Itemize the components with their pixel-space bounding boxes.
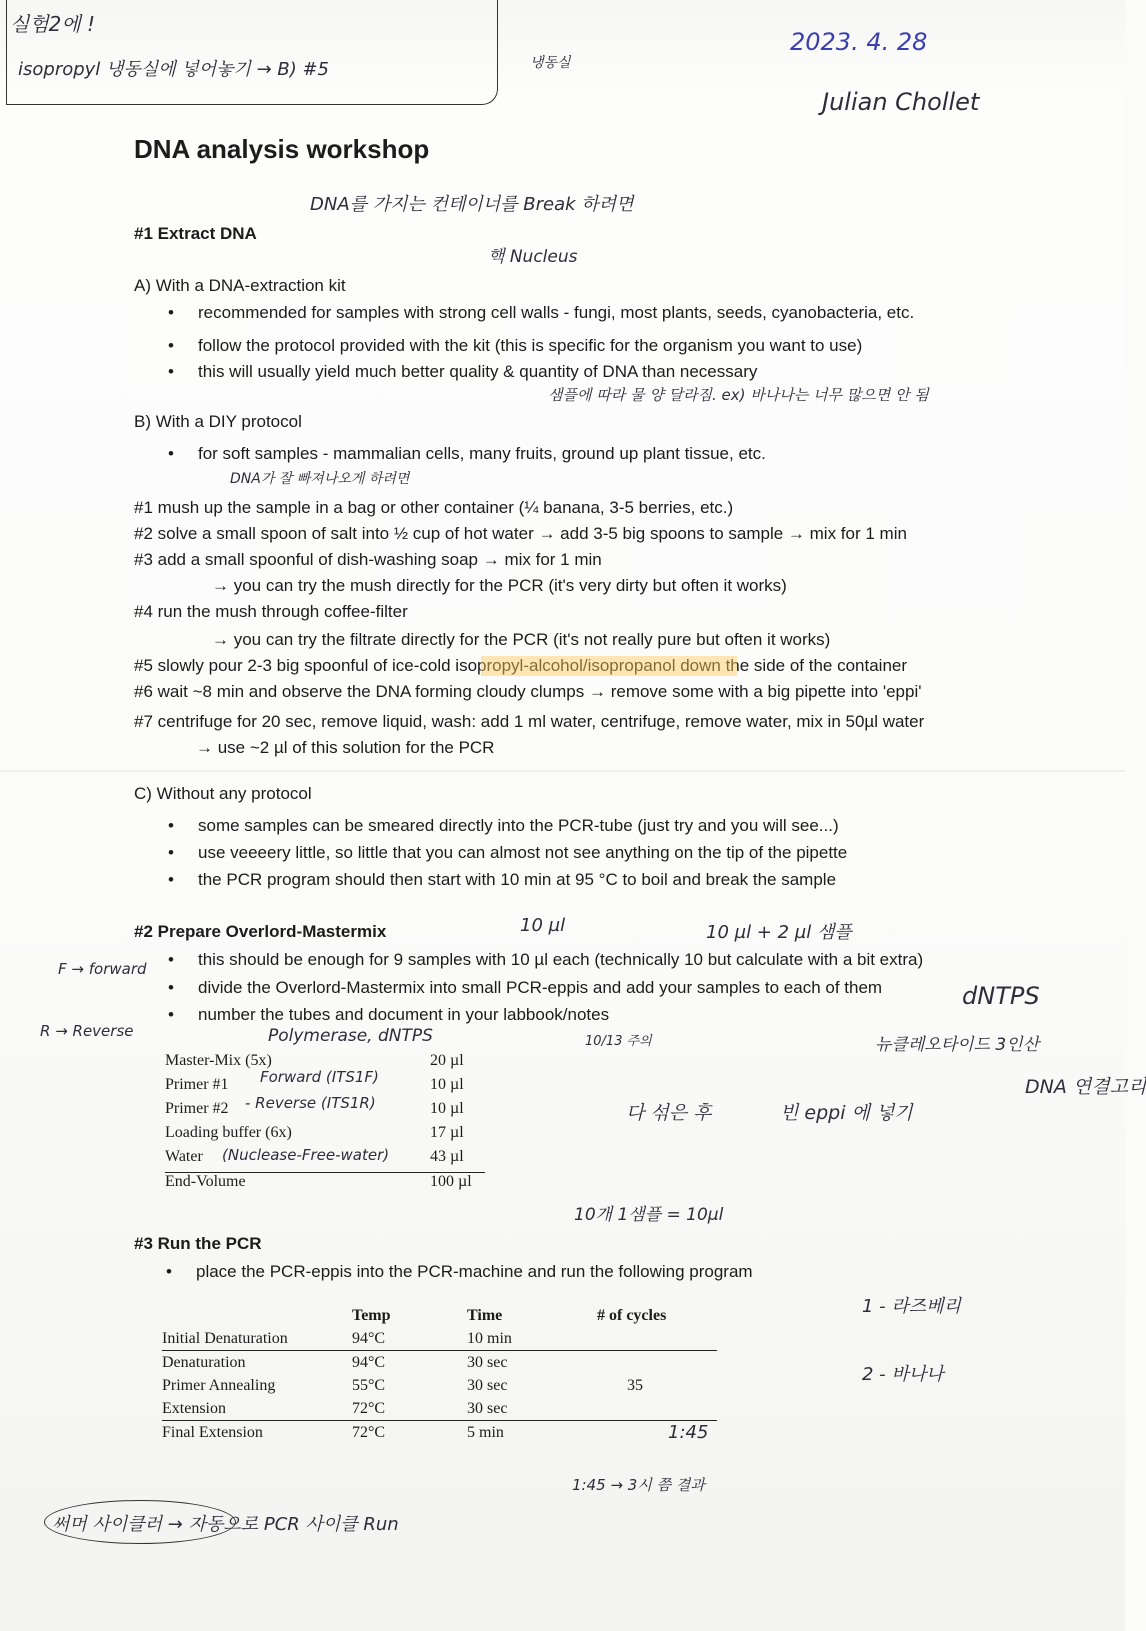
list-item: • place the PCR-eppis into the PCR-machine and run the following program [196,1262,753,1282]
paper-fold [0,770,1125,772]
subsection-c-title: C) Without any protocol [134,784,312,803]
mastermix-volume: 43 µl [430,1148,464,1165]
handwritten-note: Polymerase, dNTPS [268,1026,433,1046]
handwritten-note: 1:45 → 3시 쯤 결과 [572,1476,705,1494]
pcr-time: 10 min [467,1329,512,1347]
header-note-side: 냉동실 [530,55,571,71]
list-item: • use veeeery little, so little that you can almost not see anything on the tip of the pipette [198,843,847,863]
section-run-pcr-heading: #3 Run the PCR [134,1234,262,1253]
pcr-time: 30 sec [467,1351,597,1375]
handwritten-note: 2 - 바나나 [862,1364,944,1385]
protocol-step: #3 add a small spoonful of dish-washing soap → mix for 1 min [134,550,602,569]
pcr-time: 5 min [467,1421,597,1445]
list-item: • the PCR program should then start with 10 min at 95 °C to boil and break the sample [198,870,836,890]
column-header [162,1304,352,1327]
mastermix-volume: 10 µl [430,1076,464,1093]
list-item: • number the tubes and document in your labbook/notes [198,1005,609,1025]
mastermix-reagent: Loading buffer (6x) [165,1124,292,1141]
pcr-step: Initial Denaturation [162,1329,288,1347]
name-note: Julian Chollet [822,88,980,116]
list-item: • for soft samples - mammalian cells, many fruits, ground up plant tissue, etc. [198,444,766,464]
list-item: • recommended for samples with strong cell walls - fungi, most plants, seeds, cyanobacteria, etc. [198,303,914,323]
handwritten-note: DNA가 잘 빠져나오게 하려면 [230,471,410,487]
table-row [162,1351,717,1375]
mastermix-row-total [165,1173,485,1197]
handwritten-note: 10 µl + 2 µl 샘플 [706,922,852,943]
handwritten-note: F → forward [58,960,147,978]
protocol-step: #7 centrifuge for 20 sec, remove liquid, wash: add 1 ml water, centrifuge, remove water, mix in 50µl water [134,712,925,731]
handwritten-note: 다 섞은 후 [626,1102,712,1124]
pcr-time: 30 sec [467,1376,508,1394]
mastermix-reagent: End-Volume [165,1173,246,1190]
handwritten-note: R → Reverse [40,1022,134,1040]
protocol-step: #4 run the mush through coffee-filter [134,602,408,621]
protocol-step: #2 solve a small spoon of salt into ½ cup of hot water → add 3-5 big spoons to sample → mix for 1 min [134,524,907,543]
protocol-step-note: → you can try the filtrate directly for the PCR (it's not really pure but often it works) [212,630,831,649]
section-extract-dna-heading: #1 Extract DNA [134,224,257,243]
table-row [162,1374,717,1397]
protocol-step-note: → you can try the mush directly for the PCR (it's very dirty but often it works) [212,576,787,595]
table-row [162,1421,717,1445]
table-row [162,1327,717,1351]
section-mastermix-heading: #2 Prepare Overlord-Mastermix [134,922,387,941]
subsection-b-title: B) With a DIY protocol [134,412,302,431]
column-header: Temp [352,1306,391,1324]
column-header: # of cycles [597,1306,667,1324]
pcr-table-header [162,1304,717,1327]
subsection-a-title: A) With a DNA-extraction kit [134,276,346,295]
mastermix-reagent: Primer #1 [165,1076,229,1093]
pcr-temp: 72°C [352,1399,386,1417]
handwritten-note: 10개 1샘플 = 10µl [574,1205,724,1225]
protocol-step: #1 mush up the sample in a bag or other container (¼ banana, 3-5 berries, etc.) [134,498,734,517]
protocol-step: #6 wait ~8 min and observe the DNA forming cloudy clumps → remove some with a big pipette into 'eppi' [134,682,922,701]
header-note-line1: 실험2에 ! [10,12,96,36]
handwritten-note: DNA를 가지는 컨테이너를 Break 하려면 [310,194,634,215]
list-item: • this should be enough for 9 samples with 10 µl each (technically 10 but calculate with a bit extra) [198,950,923,970]
header-note-line2: isopropyl 냉동실에 넣어놓기 → B) #5 [18,59,330,80]
handwritten-note: 1:45 [668,1422,709,1443]
handwritten-oval [44,1500,236,1544]
pcr-step: Extension [162,1399,226,1417]
handwritten-note: 10/13 주의 [585,1034,652,1049]
handwritten-note: 빈 eppi 에 넣기 [780,1102,913,1124]
mastermix-volume: 10 µl [430,1100,464,1117]
column-header: Time [467,1306,503,1324]
mastermix-volume: 20 µl [430,1052,464,1069]
pcr-temp: 94°C [352,1351,467,1375]
mastermix-reagent: Master-Mix (5x) [165,1052,272,1069]
handwritten-note: 10 µl [520,915,566,936]
highlight-marker [481,656,737,676]
handwritten-note: 1 - 라즈베리 [862,1296,961,1317]
pcr-temp: 72°C [352,1421,467,1445]
list-item: • divide the Overlord-Mastermix into small PCR-eppis and add your samples to each of them [198,978,882,998]
handwritten-note: 뉴클레오타이드 3인산 [875,1035,1040,1055]
table-row [162,1397,717,1421]
pcr-temp: 94°C [352,1329,386,1347]
handwritten-note: 핵 Nucleus [488,247,578,267]
pcr-step: Final Extension [162,1421,352,1445]
mastermix-volume: 100 µl [430,1173,472,1190]
pcr-time: 30 sec [467,1399,508,1417]
mastermix-row [165,1124,485,1148]
mastermix-reagent: Water [165,1148,203,1165]
pcr-cycles: 35 [627,1376,643,1394]
page-title: DNA analysis workshop [134,134,430,164]
handwritten-note: (Nuclease-Free-water) [222,1146,390,1164]
list-item: • some samples can be smeared directly into the PCR-tube (just try and you will see...) [198,816,839,836]
list-item: • this will usually yield much better quality & quantity of DNA than necessary [198,362,757,382]
pcr-temp: 55°C [352,1376,386,1394]
handwritten-note: Forward (ITS1F) [260,1068,379,1086]
list-item: • follow the protocol provided with the kit (this is specific for the organism you want to use) [198,336,862,356]
handwritten-note: DNA 연결고리 [1025,1076,1146,1098]
pcr-program-table [162,1304,717,1444]
pcr-step: Denaturation [162,1351,352,1375]
date-note: 2023. 4. 28 [790,28,928,56]
pcr-step: Primer Annealing [162,1376,276,1394]
mastermix-reagent: Primer #2 [165,1100,229,1117]
mastermix-volume: 17 µl [430,1124,464,1141]
protocol-step-note: → use ~2 µl of this solution for the PCR [196,738,495,757]
handwritten-note: 써머 사이클러 → 자동으로 PCR 사이클 Run [52,1514,399,1535]
handwritten-note: 샘플에 따라 물 양 달라짐. ex) 바나나는 너무 많으면 안 됨 [548,386,929,404]
handwritten-note: dNTPS [962,982,1040,1010]
handwritten-note: - Reverse (ITS1R) [245,1094,376,1112]
protocol-step: #5 slowly pour 2-3 big spoonful of ice-cold isopropyl-alcohol/isopropanol down the side of the container [134,656,908,675]
